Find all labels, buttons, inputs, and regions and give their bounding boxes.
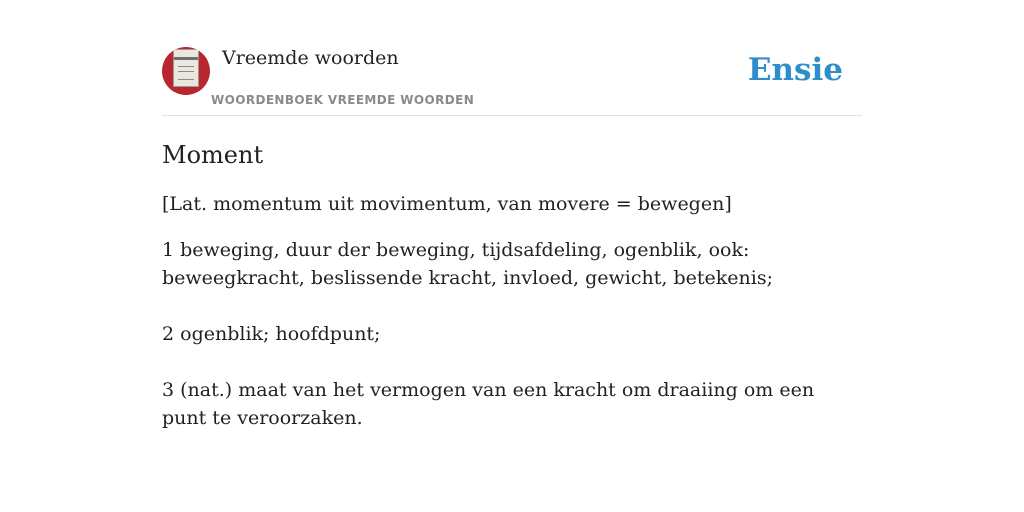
dictionary-avatar[interactable] xyxy=(162,47,210,95)
entry-header xyxy=(162,46,862,116)
brand-logo[interactable]: Ensie xyxy=(747,52,843,88)
entry-card xyxy=(162,46,862,460)
dictionary-subtitle: WOORDENBOEK VREEMDE WOORDEN xyxy=(211,93,475,107)
definition-list xyxy=(162,236,862,432)
entry-title: Moment xyxy=(162,141,264,169)
entry-etymology: [Lat. momentum uit movimentum, van movere = bewegen] xyxy=(162,193,732,215)
definition-item: 3 (nat.) maat van het vermogen van een kracht om draaiing om een punt te veroorzaken. xyxy=(162,379,815,429)
definition-item: 1 beweging, duur der beweging, tijdsafdeling, ogenblik, ook: beweegkracht, beslissende kracht, invloed, gewicht, betekenis; xyxy=(162,239,773,289)
book-cover-icon xyxy=(173,49,199,87)
dictionary-name[interactable]: Vreemde woorden xyxy=(222,47,399,69)
definition-item: 2 ogenblik; hoofdpunt; xyxy=(162,323,381,345)
